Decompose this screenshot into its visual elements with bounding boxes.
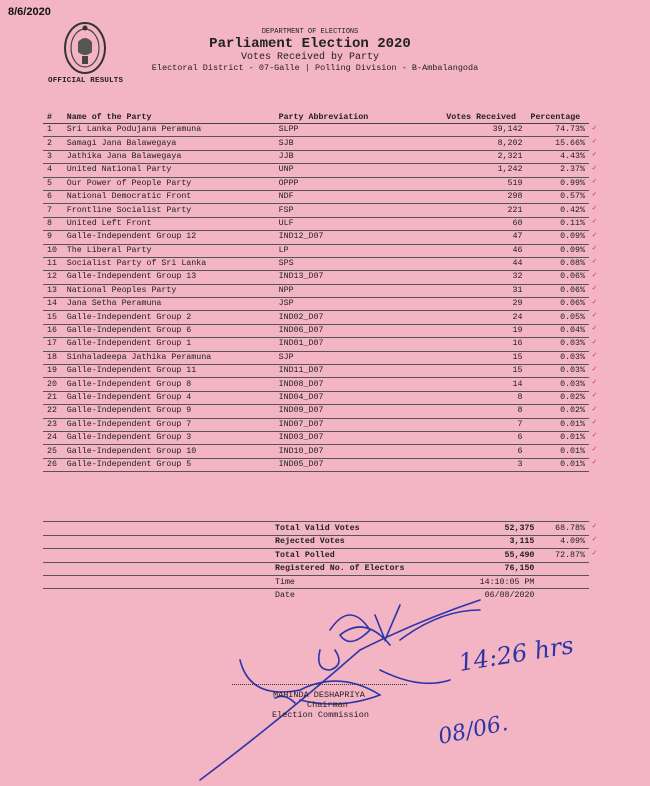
cell-abbreviation: NDF (275, 190, 443, 203)
cell-index: 4 (43, 164, 63, 177)
cell-index: 26 (43, 458, 63, 471)
check-tick-icon: ✓ (592, 310, 597, 320)
cell-index: 14 (43, 298, 63, 311)
table-row (43, 204, 589, 217)
cell-votes: 32 (442, 271, 526, 284)
cell-votes: 15 (442, 351, 526, 364)
check-tick-icon: ✓ (592, 136, 597, 146)
cell-abbreviation: UNP (275, 164, 443, 177)
cell-party-name: United National Party (63, 164, 275, 177)
cell-votes: 47 (442, 231, 526, 244)
handwritten-date: 08/06. (436, 710, 511, 751)
cell-percentage: 0.01% (526, 431, 589, 444)
cell-party-name: The Liberal Party (63, 244, 275, 257)
summary-row-registered (43, 562, 589, 575)
signature-scribble-icon (180, 590, 580, 786)
cell-index: 5 (43, 177, 63, 190)
summary-row-rejected (43, 535, 589, 548)
cell-percentage: 0.11% (526, 217, 589, 230)
check-tick-icon: ✓ (592, 521, 597, 531)
rejected-pct: 4.09% (538, 535, 589, 548)
cell-index: 16 (43, 324, 63, 337)
table-row (43, 164, 589, 177)
cell-votes: 298 (442, 190, 526, 203)
cell-abbreviation: IND03_D07 (275, 431, 443, 444)
table-row (43, 244, 589, 257)
cell-index: 20 (43, 378, 63, 391)
table-row (43, 418, 589, 431)
cell-index: 15 (43, 311, 63, 324)
district-line: Electoral District - 07-Galle | Polling Division - B-Ambalangoda (151, 63, 479, 73)
check-tick-icon: ✓ (592, 351, 597, 361)
cell-votes: 14 (442, 378, 526, 391)
cell-votes: 39,142 (442, 124, 526, 137)
cell-party-name: Galle-Independent Group 1 (63, 338, 275, 351)
table-row (43, 445, 589, 458)
cell-percentage: 0.06% (526, 271, 589, 284)
check-tick-icon: ✓ (592, 244, 597, 254)
cell-index: 17 (43, 338, 63, 351)
cell-party-name: Galle-Independent Group 8 (63, 378, 275, 391)
cell-party-name: Galle-Independent Group 7 (63, 418, 275, 431)
cell-percentage: 0.03% (526, 351, 589, 364)
table-row (43, 298, 589, 311)
cell-votes: 29 (442, 298, 526, 311)
cell-abbreviation: FSP (275, 204, 443, 217)
summary-row-spacer (43, 509, 589, 522)
cell-percentage: 2.37% (526, 164, 589, 177)
cell-index: 24 (43, 431, 63, 444)
cell-percentage: 0.03% (526, 338, 589, 351)
cell-party-name: Sri Lanka Podujana Peramuna (63, 124, 275, 137)
cell-index: 18 (43, 351, 63, 364)
cell-index: 21 (43, 391, 63, 404)
cell-votes: 6 (442, 445, 526, 458)
print-date: 8/6/2020 (8, 6, 51, 18)
cell-percentage: 0.02% (526, 405, 589, 418)
cell-index: 22 (43, 405, 63, 418)
table-row (43, 190, 589, 203)
cell-votes: 31 (442, 284, 526, 297)
commission-name: Election Commission (272, 710, 369, 720)
check-tick-icon: ✓ (592, 337, 597, 347)
cell-index: 10 (43, 244, 63, 257)
page-title: Parliament Election 2020 (209, 36, 411, 52)
total-polled-value: 55,490 (455, 549, 539, 562)
cell-abbreviation: IND01_D07 (275, 338, 443, 351)
cell-percentage: 0.99% (526, 177, 589, 190)
signature-line (232, 684, 407, 685)
cell-percentage: 0.06% (526, 298, 589, 311)
cell-percentage: 0.06% (526, 284, 589, 297)
cell-index: 11 (43, 257, 63, 270)
cell-party-name: Galle-Independent Group 9 (63, 405, 275, 418)
cell-abbreviation: ULF (275, 217, 443, 230)
check-tick-icon: ✓ (592, 257, 597, 267)
summary-table (43, 509, 589, 602)
table-row (43, 378, 589, 391)
cell-percentage: 0.01% (526, 418, 589, 431)
cell-abbreviation: JSP (275, 298, 443, 311)
cell-party-name: Galle-Independent Group 3 (63, 431, 275, 444)
cell-votes: 19 (442, 324, 526, 337)
cell-abbreviation: IND08_D07 (275, 378, 443, 391)
handwritten-time: 14:26 hrs (456, 631, 576, 677)
rejected-value: 3,115 (455, 535, 539, 548)
table-header-row (43, 111, 589, 124)
cell-percentage: 0.09% (526, 231, 589, 244)
cell-abbreviation: IND06_D07 (275, 324, 443, 337)
chairman-name: MAHINDA DESHAPRIYA (273, 690, 365, 700)
page-subtitle: Votes Received by Party (240, 52, 380, 63)
cell-abbreviation: IND12_D07 (275, 231, 443, 244)
check-tick-icon: ✓ (592, 297, 597, 307)
cell-votes: 44 (442, 257, 526, 270)
table-row (43, 365, 589, 378)
table-row (43, 137, 589, 150)
cell-abbreviation: IND10_D07 (275, 445, 443, 458)
cell-abbreviation: IND04_D07 (275, 391, 443, 404)
cell-votes: 519 (442, 177, 526, 190)
total-polled-pct: 72.87% (538, 549, 589, 562)
cell-percentage: 0.57% (526, 190, 589, 203)
cell-abbreviation: IND02_D07 (275, 311, 443, 324)
cell-abbreviation: IND05_D07 (275, 458, 443, 471)
cell-votes: 7 (442, 418, 526, 431)
check-tick-icon: ✓ (592, 391, 597, 401)
cell-votes: 8 (442, 405, 526, 418)
chairman-title: Chairman (307, 700, 348, 710)
cell-votes: 46 (442, 244, 526, 257)
cell-abbreviation: SJP (275, 351, 443, 364)
check-tick-icon: ✓ (592, 150, 597, 160)
check-tick-icon: ✓ (592, 404, 597, 414)
cell-percentage: 0.05% (526, 311, 589, 324)
cell-party-name: Galle-Independent Group 11 (63, 365, 275, 378)
department-name: DEPARTMENT OF ELECTIONS (261, 28, 359, 36)
cell-abbreviation: IND11_D07 (275, 365, 443, 378)
cell-party-name: United Left Front (63, 217, 275, 230)
official-results-label: OFFICIAL RESULTS (48, 77, 124, 85)
cell-percentage: 4.43% (526, 150, 589, 163)
date-value: 06/08/2020 (484, 591, 535, 601)
table-row (43, 405, 589, 418)
check-tick-icon: ✓ (592, 535, 597, 545)
cell-abbreviation: NPP (275, 284, 443, 297)
cell-party-name: Galle-Independent Group 10 (63, 445, 275, 458)
summary-row-time (43, 575, 589, 588)
check-tick-icon: ✓ (592, 203, 597, 213)
cell-index: 12 (43, 271, 63, 284)
check-tick-icon: ✓ (592, 431, 597, 441)
check-tick-icon: ✓ (592, 217, 597, 227)
cell-abbreviation: JJB (275, 150, 443, 163)
cell-index: 25 (43, 445, 63, 458)
cell-votes: 221 (442, 204, 526, 217)
table-row (43, 391, 589, 404)
time-label: Time (271, 575, 455, 588)
table-row (43, 431, 589, 444)
total-polled-label: Total Polled (271, 549, 455, 562)
cell-abbreviation: LP (275, 244, 443, 257)
cell-percentage: 0.03% (526, 365, 589, 378)
table-row (43, 351, 589, 364)
cell-index: 8 (43, 217, 63, 230)
cell-abbreviation: IND13_D07 (275, 271, 443, 284)
registered-value: 76,150 (455, 562, 539, 575)
cell-party-name: National Democratic Front (63, 190, 275, 203)
check-tick-icon: ✓ (592, 163, 597, 173)
cell-index: 2 (43, 137, 63, 150)
check-tick-icon: ✓ (592, 177, 597, 187)
col-abbreviation: Party Abbreviation (275, 111, 443, 124)
cell-party-name: Samagi Jana Balawegaya (63, 137, 275, 150)
check-tick-icon: ✓ (592, 123, 597, 133)
col-index: # (43, 111, 63, 124)
table-row (43, 231, 589, 244)
check-tick-icon: ✓ (592, 444, 597, 454)
cell-abbreviation: OPPP (275, 177, 443, 190)
check-tick-icon: ✓ (592, 190, 597, 200)
cell-percentage: 0.01% (526, 445, 589, 458)
registered-label: Registered No. of Electors (271, 562, 455, 575)
check-tick-icon: ✓ (592, 364, 597, 374)
rejected-label: Rejected Votes (271, 535, 455, 548)
summary-row-total-polled (43, 549, 589, 562)
table-row (43, 271, 589, 284)
table-row (43, 338, 589, 351)
cell-votes: 3 (442, 458, 526, 471)
cell-votes: 60 (442, 217, 526, 230)
check-tick-icon: ✓ (592, 230, 597, 240)
cell-votes: 6 (442, 431, 526, 444)
total-valid-value: 52,375 (455, 522, 539, 535)
cell-abbreviation: SJB (275, 137, 443, 150)
cell-percentage: 0.08% (526, 257, 589, 270)
cell-percentage: 0.03% (526, 378, 589, 391)
cell-percentage: 15.66% (526, 137, 589, 150)
cell-index: 3 (43, 150, 63, 163)
total-valid-pct: 68.78% (538, 522, 589, 535)
cell-party-name: Galle-Independent Group 12 (63, 231, 275, 244)
cell-votes: 2,321 (442, 150, 526, 163)
cell-votes: 8 (442, 391, 526, 404)
time-value: 14:10:05 PM (455, 575, 539, 588)
party-votes-table (43, 111, 589, 472)
cell-votes: 8,202 (442, 137, 526, 150)
table-row (43, 177, 589, 190)
table-row (43, 217, 589, 230)
cell-index: 23 (43, 418, 63, 431)
col-party-name: Name of the Party (63, 111, 275, 124)
cell-party-name: Galle-Independent Group 2 (63, 311, 275, 324)
cell-party-name: Sinhaladeepa Jathika Peramuna (63, 351, 275, 364)
total-valid-label: Total Valid Votes (271, 522, 455, 535)
cell-percentage: 0.01% (526, 458, 589, 471)
check-tick-icon: ✓ (592, 458, 597, 468)
check-tick-icon: ✓ (592, 270, 597, 280)
cell-abbreviation: SLPP (275, 124, 443, 137)
cell-party-name: Socialist Party of Sri Lanka (63, 257, 275, 270)
cell-percentage: 0.02% (526, 391, 589, 404)
cell-party-name: Galle-Independent Group 4 (63, 391, 275, 404)
date-label: Date (275, 591, 295, 601)
cell-party-name: Galle-Independent Group 5 (63, 458, 275, 471)
table-row (43, 124, 589, 137)
cell-party-name: Jana Setha Peramuna (63, 298, 275, 311)
check-tick-icon: ✓ (592, 418, 597, 428)
table-row (43, 324, 589, 337)
cell-abbreviation: SPS (275, 257, 443, 270)
cell-abbreviation: IND07_D07 (275, 418, 443, 431)
table-row (43, 257, 589, 270)
cell-percentage: 0.04% (526, 324, 589, 337)
cell-index: 7 (43, 204, 63, 217)
table-row (43, 311, 589, 324)
check-tick-icon: ✓ (592, 284, 597, 294)
cell-percentage: 0.42% (526, 204, 589, 217)
cell-percentage: 74.73% (526, 124, 589, 137)
table-row (43, 150, 589, 163)
cell-index: 19 (43, 365, 63, 378)
check-tick-icon: ✓ (592, 377, 597, 387)
cell-votes: 1,242 (442, 164, 526, 177)
col-percentage: Percentage (526, 111, 589, 124)
cell-votes: 15 (442, 365, 526, 378)
check-tick-icon: ✓ (592, 548, 597, 558)
cell-votes: 16 (442, 338, 526, 351)
cell-party-name: Frontline Socialist Party (63, 204, 275, 217)
cell-index: 9 (43, 231, 63, 244)
cell-party-name: Jathika Jana Balawegaya (63, 150, 275, 163)
table-row (43, 284, 589, 297)
cell-party-name: Galle-Independent Group 6 (63, 324, 275, 337)
cell-votes: 24 (442, 311, 526, 324)
cell-index: 13 (43, 284, 63, 297)
table-row (43, 458, 589, 471)
cell-party-name: Galle-Independent Group 13 (63, 271, 275, 284)
check-tick-icon: ✓ (592, 324, 597, 334)
cell-index: 1 (43, 124, 63, 137)
cell-party-name: National Peoples Party (63, 284, 275, 297)
cell-percentage: 0.09% (526, 244, 589, 257)
cell-abbreviation: IND09_D07 (275, 405, 443, 418)
cell-index: 6 (43, 190, 63, 203)
summary-row-total-valid (43, 522, 589, 535)
cell-party-name: Our Power of People Party (63, 177, 275, 190)
col-votes: Votes Received (442, 111, 526, 124)
